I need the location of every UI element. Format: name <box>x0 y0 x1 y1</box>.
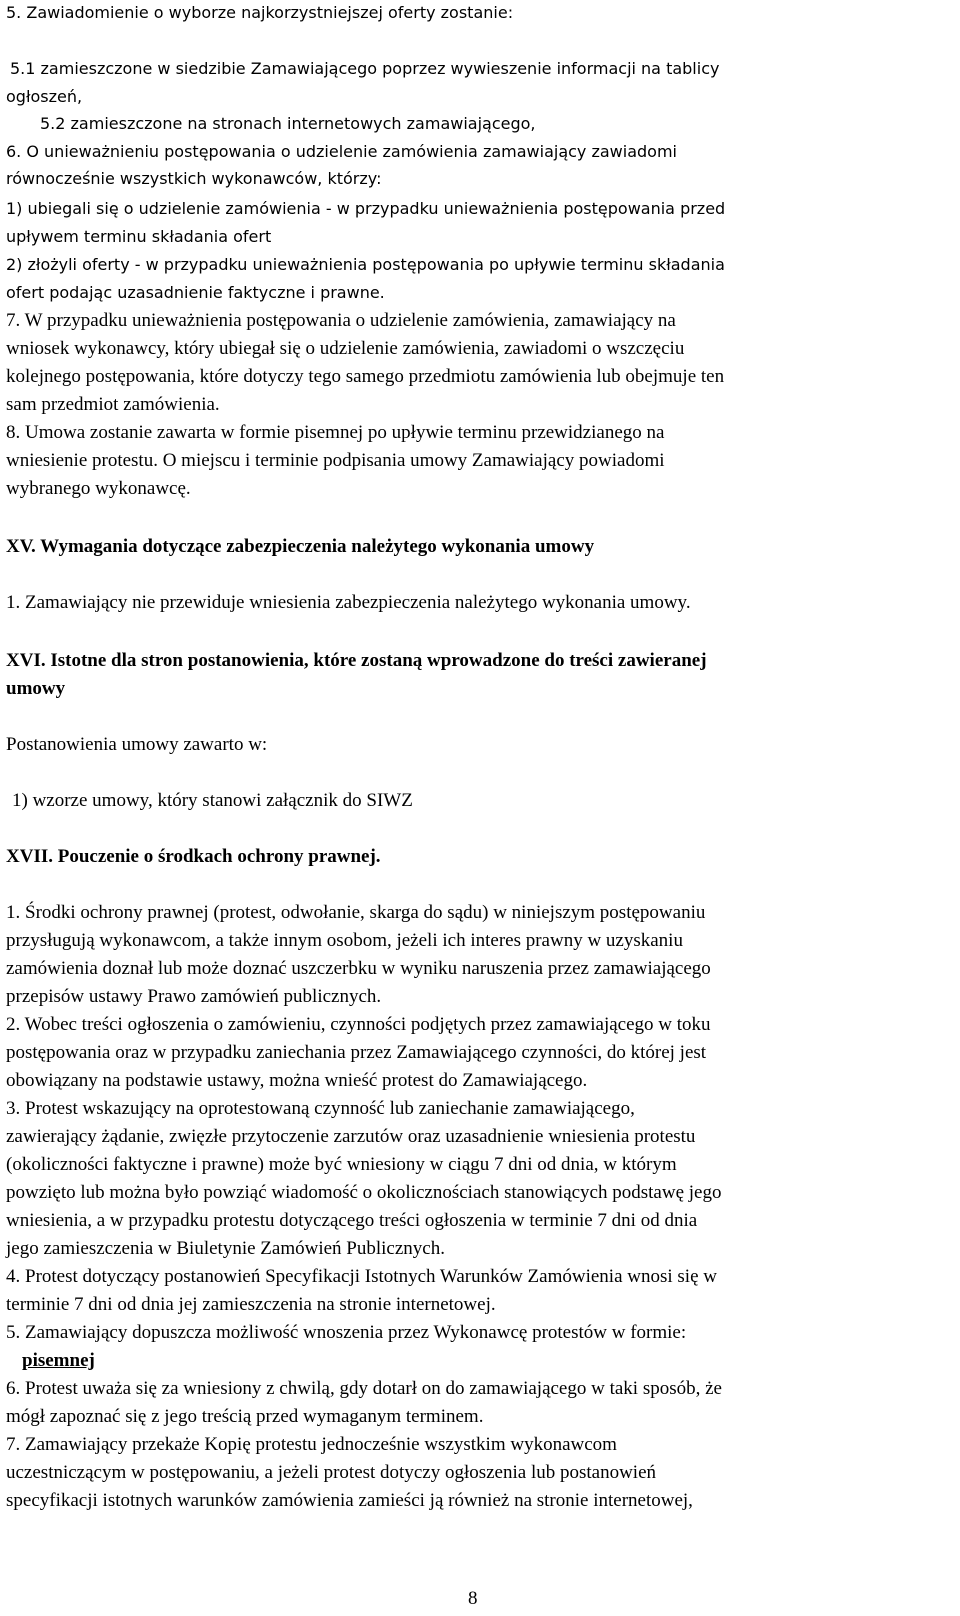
point-5: 5. Zawiadomienie o wyborze najkorzystniejszej oferty zostanie: <box>6 3 514 22</box>
xvii-point-3-line: jego zamieszczenia w Biuletynie Zamówień Publicznych. <box>6 1238 445 1259</box>
xvii-point-3: 3. Protest wskazujący na oprotestowaną czynność lub zaniechanie zamawiającego, <box>6 1098 635 1119</box>
section-heading-xvii: XVII. Pouczenie o środkach ochrony prawnej. <box>6 846 381 867</box>
xvii-point-7: 7. Zamawiający przekaże Kopię protestu jednocześnie wszystkim wykonawcom <box>6 1434 617 1455</box>
xvii-point-2-line: obowiązany na podstawie ustawy, można wnieść protest do Zamawiającego. <box>6 1070 588 1091</box>
xvii-point-3-line: wniesienia, a w przypadku protestu dotyczącego treści ogłoszenia w terminie 7 dni od dnia <box>6 1210 698 1231</box>
xvii-point-1-line: przysługują wykonawcom, a także innym osobom, jeżeli ich interes prawny w uzyskaniu <box>6 930 683 951</box>
point-8-line: wybranego wykonawcę. <box>6 478 191 499</box>
xvii-point-7-line: specyfikacji istotnych warunków zamówienia zamieści ją również na stronie internetowej, <box>6 1490 693 1511</box>
xvii-point-2-line: postępowania oraz w przypadku zaniechania przez Zamawiającego czynności, do której jest <box>6 1042 707 1063</box>
xvii-point-1-line: przepisów ustawy Prawo zamówień publicznych. <box>6 986 382 1007</box>
xvii-point-6-line: mógł zapoznać się z jego treścią przed wymaganym terminem. <box>6 1406 484 1427</box>
xvii-point-3-line: powzięto lub można było powziąć wiadomość o okolicznościach stanowiących podstawę jego <box>6 1182 722 1203</box>
point-5-1: 5.1 zamieszczone w siedzibie Zamawiającego poprzez wywieszenie informacji na tablicy <box>10 59 720 78</box>
xvii-point-1-line: zamówienia doznał lub może doznać uszczerbku w wyniku naruszenia przez zamawiającego <box>6 958 711 979</box>
section-heading-xv: XV. Wymagania dotyczące zabezpieczenia należytego wykonania umowy <box>6 536 595 557</box>
xvi-item-1: 1) wzorze umowy, który stanowi załącznik do SIWZ <box>12 790 413 811</box>
point-6-line: ofert podając uzasadnienie faktyczne i prawne. <box>6 283 385 302</box>
point-6-line: upływem terminu składania ofert <box>6 227 272 246</box>
point-8: 8. Umowa zostanie zawarta w formie pisemnej po upływie terminu przewidzianego na <box>6 422 665 443</box>
point-6-item-1: 1) ubiegali się o udzielenie zamówienia - w przypadku unieważnienia postępowania przed <box>6 199 726 218</box>
point-5-2: 5.2 zamieszczone na stronach internetowych zamawiającego, <box>40 114 536 133</box>
point-6: 6. O unieważnieniu postępowania o udzielenie zamówienia zamawiający zawiadomi <box>6 142 677 161</box>
xv-point-1: 1. Zamawiający nie przewiduje wniesienia zabezpieczenia należytego wykonania umowy. <box>6 592 691 613</box>
point-7-line: wniosek wykonawcy, który ubiegał się o udzielenie zamówienia, zawiadomi o wszczęciu <box>6 338 685 359</box>
point-6-item-2: 2) złożyli oferty - w przypadku unieważnienia postępowania po upływie terminu składania <box>6 255 725 274</box>
point-5-1-cont: ogłoszeń, <box>6 87 83 106</box>
point-6-line: równocześnie wszystkich wykonawców, którzy: <box>6 169 382 188</box>
xvii-point-1: 1. Środki ochrony prawnej (protest, odwołanie, skarga do sądu) w niniejszym postępowaniu <box>6 902 706 923</box>
xvi-paragraph: Postanowienia umowy zawarto w: <box>6 734 268 755</box>
page-number: 8 <box>468 1588 478 1609</box>
xvii-point-5: 5. Zamawiający dopuszcza możliwość wnoszenia przez Wykonawcę protestów w formie: <box>6 1322 687 1343</box>
xvii-point-6: 6. Protest uważa się za wniesiony z chwilą, gdy dotarł on do zamawiającego w taki sposób, że <box>6 1378 722 1399</box>
section-heading-xvi-cont: umowy <box>6 678 66 699</box>
xvii-point-3-line: (okoliczności faktyczne i prawne) może być wniesiony w ciągu 7 dni od dnia, w którym <box>6 1154 677 1175</box>
xvii-point-5-form: pisemnej <box>22 1350 95 1371</box>
xvii-point-7-line: uczestniczącym w postępowaniu, a jeżeli protest dotyczy ogłoszenia lub postanowień <box>6 1462 657 1483</box>
section-heading-xvi: XVI. Istotne dla stron postanowienia, które zostaną wprowadzone do treści zawieranej <box>6 650 707 671</box>
xvii-point-4-line: terminie 7 dni od dnia jej zamieszczenia na stronie internetowej. <box>6 1294 496 1315</box>
point-7: 7. W przypadku unieważnienia postępowania o udzielenie zamówienia, zamawiający na <box>6 310 676 331</box>
xvii-point-2: 2. Wobec treści ogłoszenia o zamówieniu, czynności podjętych przez zamawiającego w toku <box>6 1014 711 1035</box>
xvii-point-4: 4. Protest dotyczący postanowień Specyfikacji Istotnych Warunków Zamówienia wnosi się w <box>6 1266 717 1287</box>
point-7-line: sam przedmiot zamówienia. <box>6 394 220 415</box>
point-8-line: wniesienie protestu. O miejscu i terminie podpisania umowy Zamawiający powiadomi <box>6 450 665 471</box>
point-7-line: kolejnego postępowania, które dotyczy tego samego przedmiotu zamówienia lub obejmuje ten <box>6 366 725 387</box>
xvii-point-3-line: zawierający żądanie, zwięzłe przytoczenie zarzutów oraz uzasadnienie wniesienia protestu <box>6 1126 696 1147</box>
